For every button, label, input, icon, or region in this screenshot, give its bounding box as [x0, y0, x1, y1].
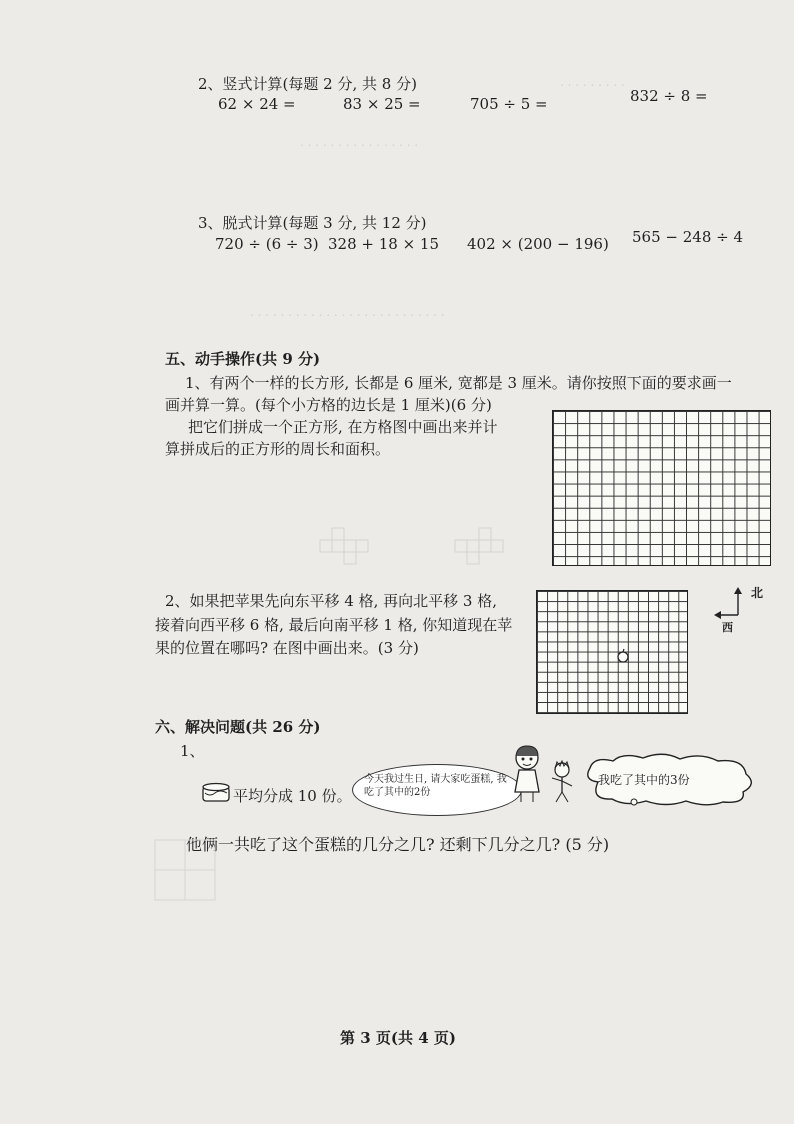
section5-q1-line: 把它们拼成一个正方形, 在方格图中画出来并计 — [188, 418, 498, 436]
section5-q1-line: 画并算一算。(每个小方格的边长是 1 厘米)(6 分) — [165, 396, 492, 414]
north-label: 北 — [751, 586, 764, 600]
boy-speech-text: 我吃了其中的3份 — [598, 773, 690, 787]
vertical-calc-heading: 2、竖式计算(每题 2 分, 共 8 分) — [198, 75, 417, 93]
vertical-calc-item: 705 ÷ 5 = — [470, 95, 548, 113]
section5-q2-line: 2、如果把苹果先向东平移 4 格, 再向北平移 3 格, — [165, 592, 498, 610]
page-number: 第 3 页(共 4 页) — [340, 1029, 456, 1047]
boy-character-icon — [548, 760, 576, 804]
section5-q2-line: 接着向西平移 6 格, 最后向南平移 1 格, 你知道现在苹 — [155, 616, 513, 634]
section6-q1-number: 1、 — [180, 742, 205, 760]
step-calc-item: 328 + 18 × 15 — [328, 235, 440, 253]
drawing-grid-large[interactable] — [552, 410, 771, 566]
step-calc-item: 565 − 248 ÷ 4 — [632, 228, 744, 246]
step-calc-heading: 3、脱式计算(每题 3 分, 共 12 分) — [198, 214, 427, 232]
bleed-through-text: . . . . . . . . . . . . . . . . . . . . . . . . . . — [250, 305, 445, 319]
bleed-through-lower — [150, 830, 270, 910]
section5-q2-line: 果的位置在哪吗? 在图中画出来。(3 分) — [155, 639, 419, 657]
section5-heading: 五、动手操作(共 9 分) — [165, 350, 321, 368]
cake-icon — [201, 781, 231, 803]
cake-label: 平均分成 10 份。 — [233, 787, 352, 805]
bleed-through-shapes — [310, 520, 540, 580]
bleed-through-text: . . . . . . . . . — [560, 75, 625, 89]
west-label: 西 — [722, 621, 733, 634]
step-calc-item: 720 ÷ (6 ÷ 3) — [215, 235, 319, 253]
vertical-calc-item: 83 × 25 = — [343, 95, 421, 113]
girl-speech-text: 今天我过生日, 请大家吃蛋糕, 我吃了其中的2份 — [364, 774, 507, 798]
section6-heading: 六、解决问题(共 26 分) — [155, 718, 321, 736]
section5-q1-line: 算拼成后的正方形的周长和面积。 — [165, 440, 391, 458]
section6-q1-question: 他俩一共吃了这个蛋糕的几分之几? 还剩下几分之几? (5 分) — [186, 835, 610, 854]
vertical-calc-item: 62 × 24 = — [218, 95, 296, 113]
vertical-calc-item: 832 ÷ 8 = — [630, 87, 708, 105]
bleed-through-text: . . . . . . . . . . . . . . . . — [300, 135, 419, 149]
step-calc-item: 402 × (200 − 196) — [467, 235, 609, 253]
girl-character-icon — [507, 742, 547, 804]
apple-icon — [615, 648, 631, 664]
movement-grid[interactable] — [536, 590, 688, 714]
section5-q1-line: 1、有两个一样的长方形, 长都是 6 厘米, 宽都是 3 厘米。请你按照下面的要求画一 — [185, 374, 732, 392]
